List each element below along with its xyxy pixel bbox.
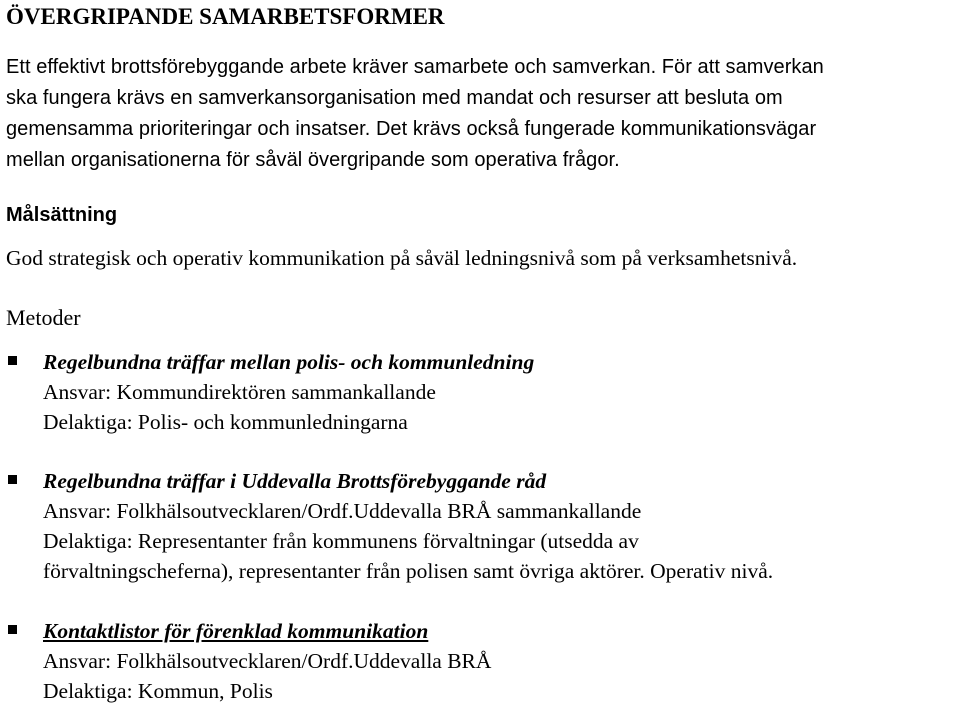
method-participants: Delaktiga: Polis- och kommunledningarna	[43, 410, 408, 434]
intro-line: gemensamma prioriteringar och insatser. Det krävs också fungerade kommunikationsvägar	[6, 118, 817, 140]
method-body	[43, 348, 534, 438]
bullet-square-icon	[8, 356, 17, 365]
method-responsible: Ansvar: Folkhälsoutvecklaren/Ordf.Uddevalla BRÅ	[43, 649, 492, 673]
method-participants-continued: förvaltningscheferna), representanter från polisen samt övriga aktörer. Operativ nivå.	[43, 559, 774, 583]
method-title: Kontaktlistor för förenklad kommunikation	[43, 619, 429, 643]
page-title: ÖVERGRIPANDE SAMARBETSFORMER	[6, 4, 445, 29]
intro-line: ska fungera krävs en samverkansorganisation med mandat och resurser att besluta om	[6, 87, 783, 109]
method-responsible: Ansvar: Folkhälsoutvecklaren/Ordf.Uddevalla BRÅ sammankallande	[43, 499, 642, 523]
method-responsible: Ansvar: Kommundirektören sammankallande	[43, 380, 436, 404]
method-title: Regelbundna träffar i Uddevalla Brottsförebyggande råd	[43, 469, 547, 493]
method-participants: Delaktiga: Kommun, Polis	[43, 679, 273, 703]
bullet-square-icon	[8, 625, 17, 634]
method-body	[43, 617, 491, 707]
method-body	[43, 467, 773, 587]
intro-line: mellan organisationerna för såväl övergripande som operativa frågor.	[6, 149, 620, 171]
intro-line: Ett effektivt brottsförebyggande arbete kräver samarbete och samverkan. För att samverkan	[6, 56, 824, 78]
methods-heading: Metoder	[6, 305, 81, 330]
bullet-square-icon	[8, 475, 17, 484]
goal-text: God strategisk och operativ kommunikation på såväl ledningsnivå som på verksamhetsnivå.	[6, 246, 798, 270]
goal-heading: Målsättning	[6, 204, 118, 226]
intro-paragraph	[6, 52, 958, 176]
method-title: Regelbundna träffar mellan polis- och kommunledning	[43, 350, 535, 374]
method-participants: Delaktiga: Representanter från kommunens förvaltningar (utsedda av	[43, 529, 639, 553]
